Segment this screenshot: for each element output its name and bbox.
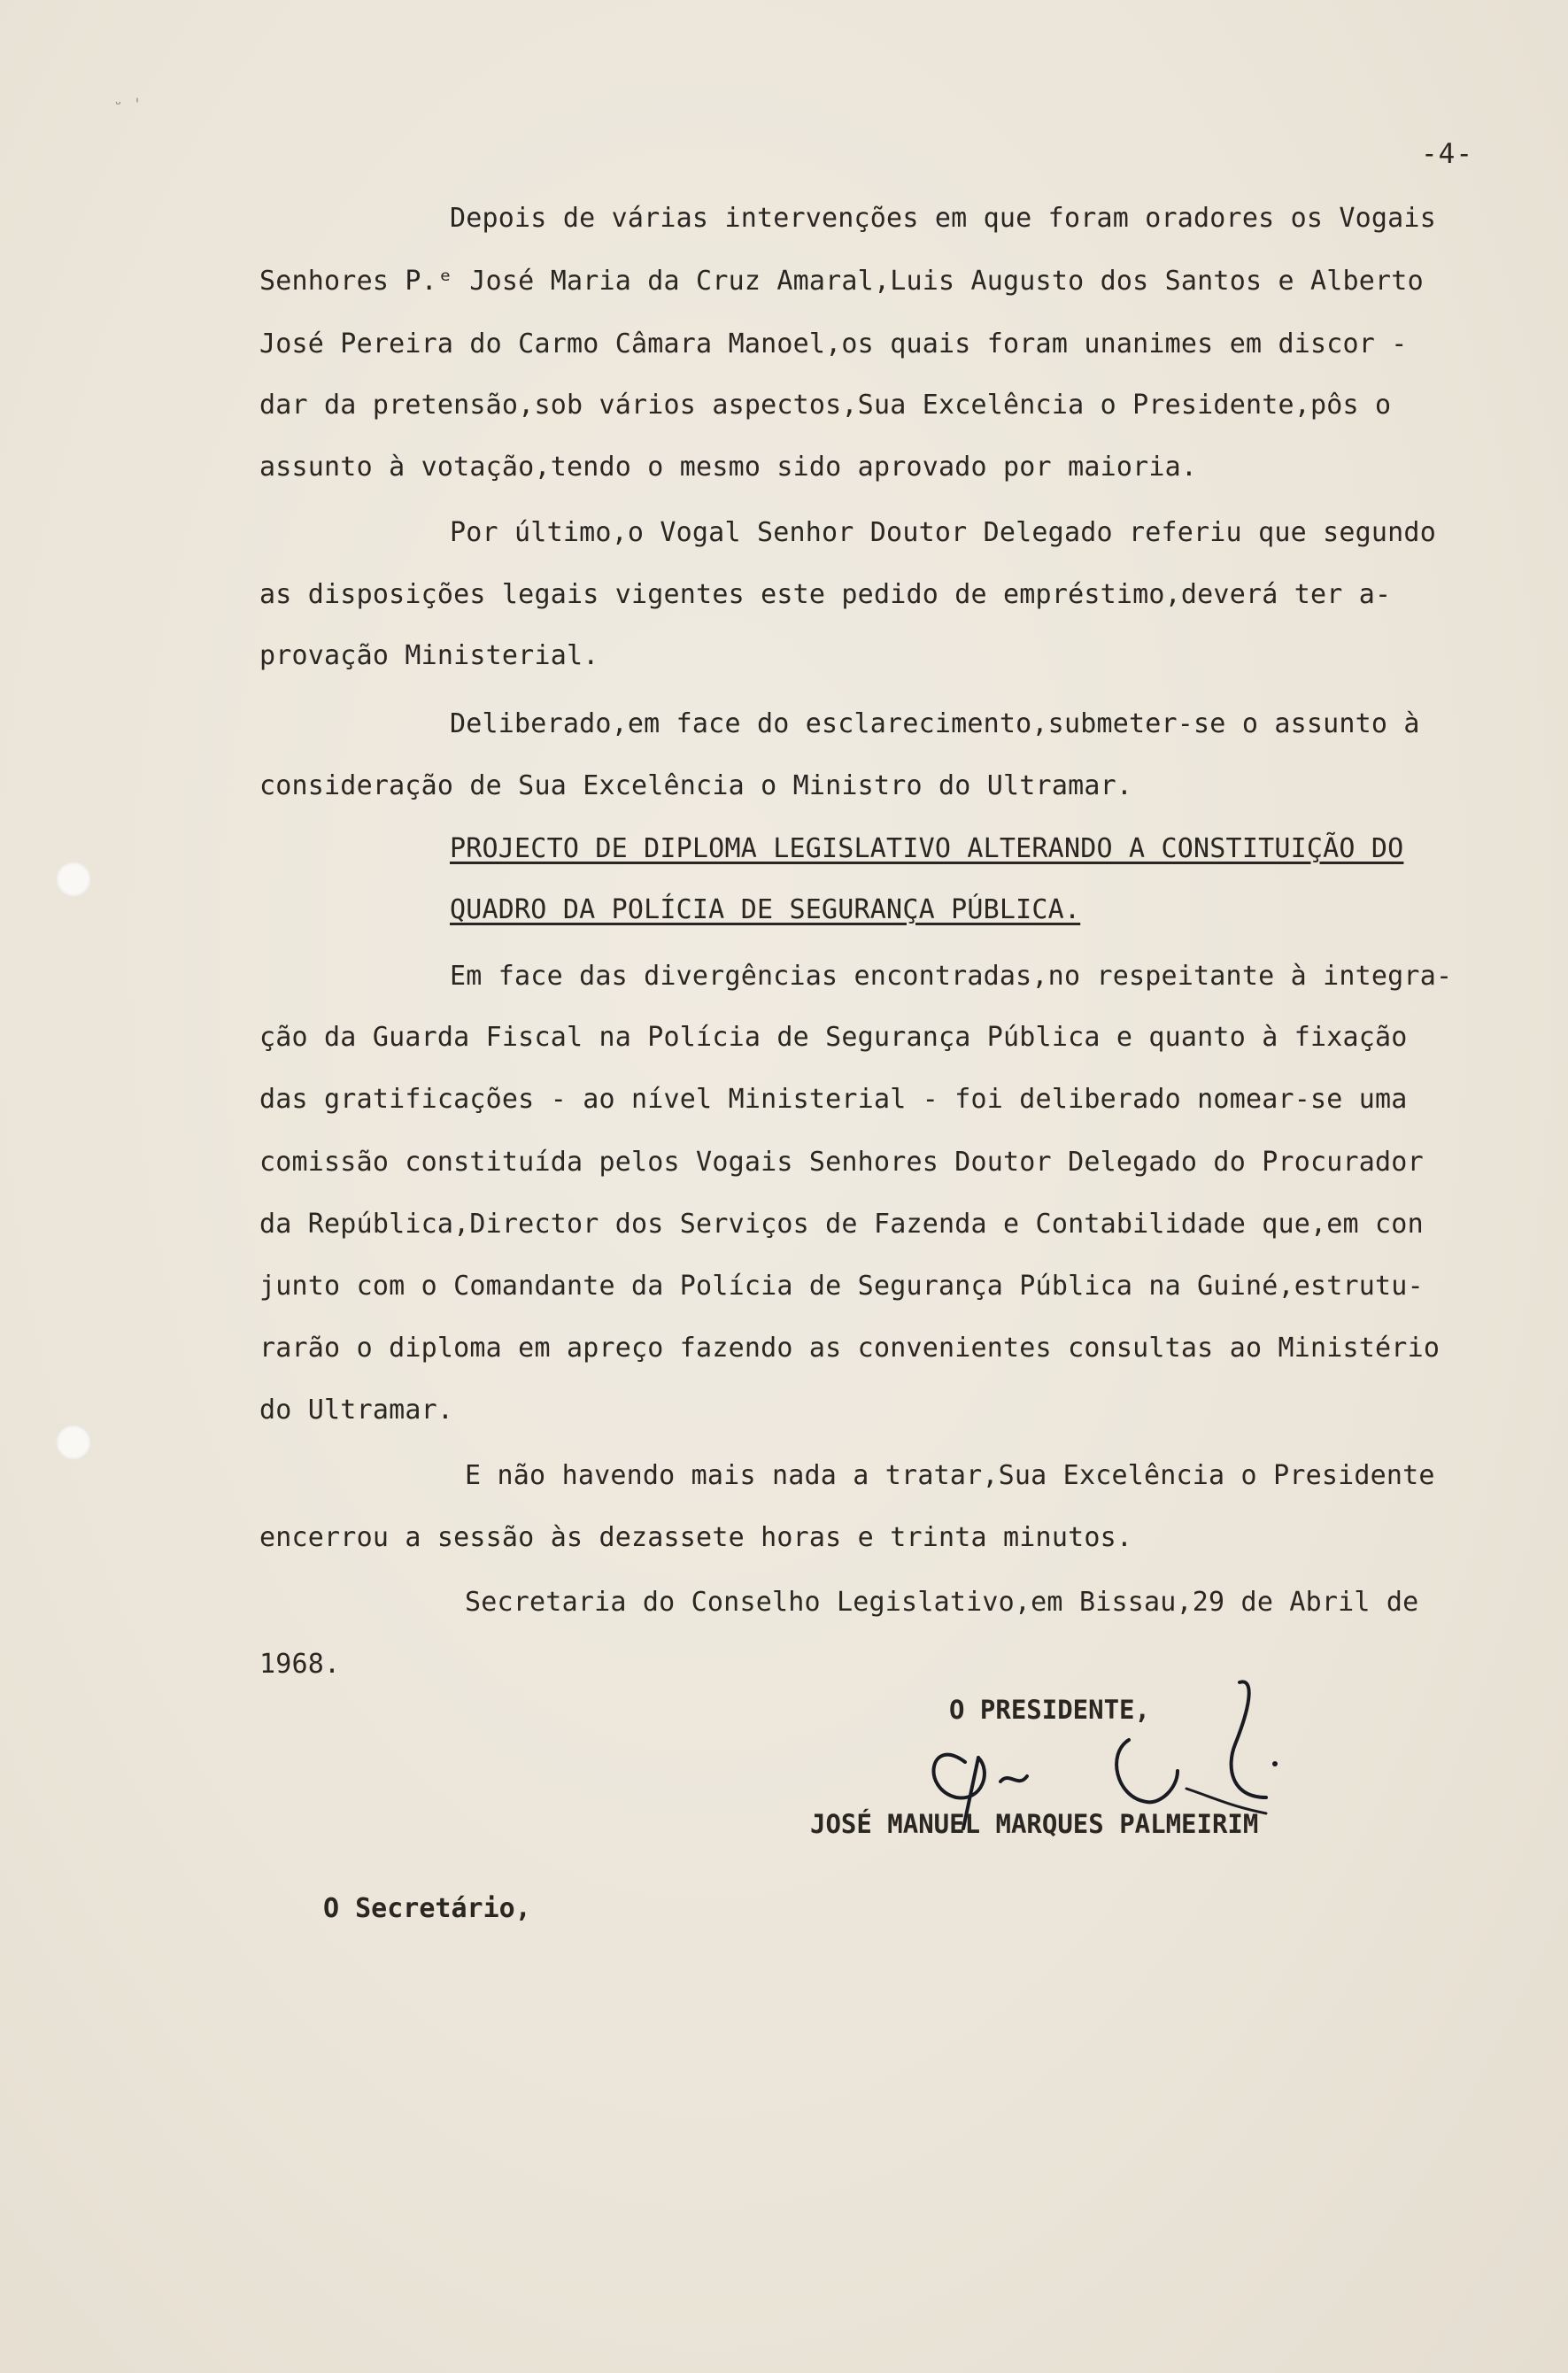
body-line: consideração de Sua Excelência o Ministro do Ultramar.: [259, 770, 1133, 801]
body-line: as disposições legais vigentes este pedido de empréstimo,deverá ter a-: [259, 579, 1392, 610]
page-number: -4-: [1421, 138, 1473, 170]
body-line: E não havendo mais nada a tratar,Sua Excelência o Presidente: [465, 1460, 1435, 1491]
paper-speck: ᵕ ˈ: [113, 96, 143, 114]
president-signature-block: [810, 1665, 1390, 1842]
body-line: dar da pretensão,sob vários aspectos,Sua Excelência o Presidente,pôs o: [259, 390, 1392, 421]
body-line: José Pereira do Carmo Câmara Manoel,os quais foram unanimes em discor -: [259, 329, 1408, 359]
section-heading-line-1: PROJECTO DE DIPLOMA LEGISLATIVO ALTERANDO A CONSTITUIÇÃO DO: [450, 833, 1404, 864]
body-line: 1968.: [259, 1649, 341, 1680]
body-line: ção da Guarda Fiscal na Polícia de Segurança Pública e quanto à fixação: [259, 1022, 1408, 1053]
punch-hole-top: [56, 862, 91, 897]
body-line: comissão constituída pelos Vogais Senhores Doutor Delegado do Procurador: [259, 1147, 1424, 1178]
body-line: do Ultramar.: [259, 1395, 454, 1426]
body-line: assunto à votação,tendo o mesmo sido aprovado por maioria.: [259, 452, 1198, 483]
secretary-label: O Secretário,: [323, 1893, 531, 1924]
body-line: encerrou a sessão às dezassete horas e trinta minutos.: [259, 1522, 1133, 1553]
signature-name: JOSÉ MANUEL MARQUES PALMEIRIM: [810, 1809, 1259, 1839]
body-line: Depois de várias intervenções em que foram oradores os Vogais: [450, 203, 1436, 234]
signature-title: O PRESIDENTE,: [949, 1695, 1150, 1725]
punch-hole-bottom: [56, 1425, 91, 1460]
body-line: Secretaria do Conselho Legislativo,em Bissau,29 de Abril de: [465, 1587, 1419, 1618]
body-line: Em face das divergências encontradas,no respeitante à integra-: [450, 961, 1453, 992]
section-heading-line-2: QUADRO DA POLÍCIA DE SEGURANÇA PÚBLICA.: [450, 894, 1081, 925]
body-line: da República,Director dos Serviços de Fazenda e Contabilidade que,em con: [259, 1209, 1424, 1240]
body-line: Senhores P.ᵉ José Maria da Cruz Amaral,Luis Augusto dos Santos e Alberto: [259, 266, 1424, 297]
body-line: Por último,o Vogal Senhor Doutor Delegado referiu que segundo: [450, 517, 1436, 548]
body-line: junto com o Comandante da Polícia de Segurança Pública na Guiné,estrutu-: [259, 1271, 1424, 1302]
body-line: Deliberado,em face do esclarecimento,submeter-se o assunto à: [450, 708, 1420, 739]
body-line: das gratificações - ao nível Ministerial - foi deliberado nomear-se uma: [259, 1084, 1408, 1115]
body-line: provação Ministerial.: [259, 640, 599, 671]
body-line: rarão o diploma em apreço fazendo as convenientes consultas ao Ministério: [259, 1333, 1441, 1364]
